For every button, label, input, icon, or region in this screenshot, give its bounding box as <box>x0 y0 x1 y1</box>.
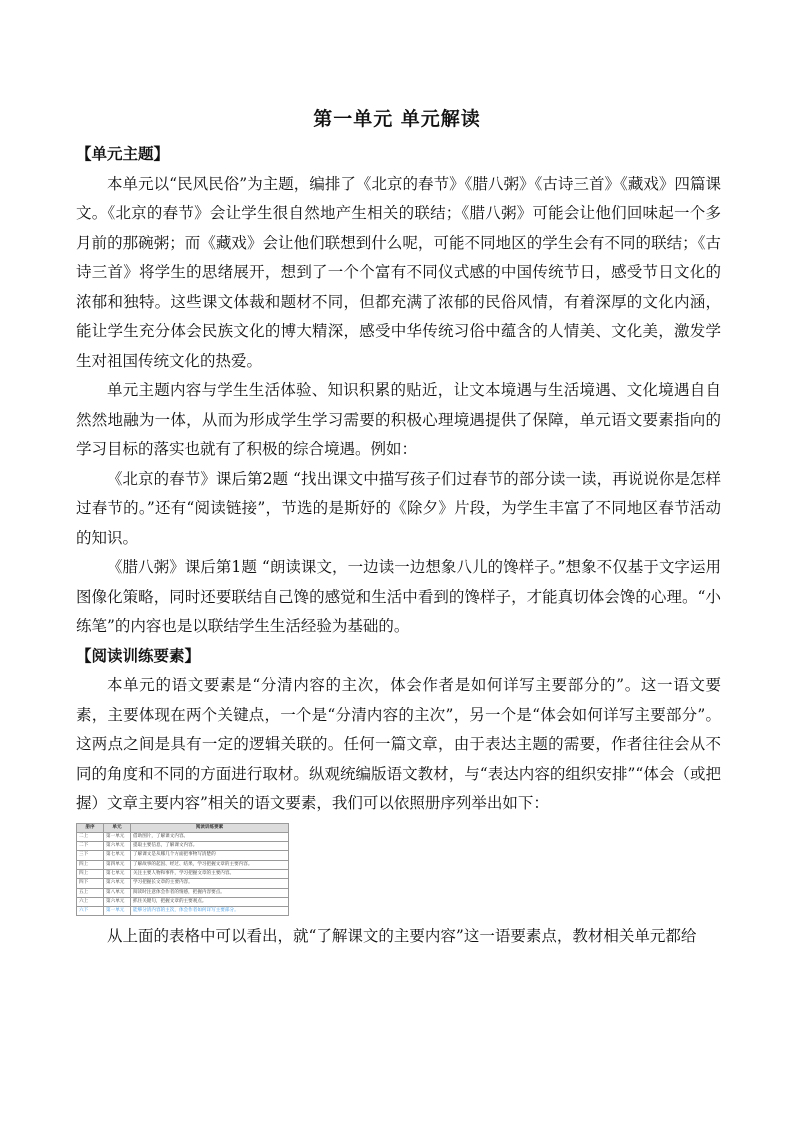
table-cell: 第七单元 <box>104 869 131 878</box>
table-header-cell: 单元 <box>104 823 131 832</box>
table-cell: 关注主要人物和事件，学习把握文章的主要内容。 <box>131 869 289 878</box>
table-row <box>77 832 289 841</box>
table-header-cell: 册序 <box>77 823 104 832</box>
table-cell: 第六单元 <box>104 897 131 906</box>
table-row <box>77 869 289 878</box>
paragraph: 本单元的语文要素是“分清内容的主次，体会作者是如何详写主要部分的”。这一语文要素，主要体现在两个关键点，一个是“分清内容的主次”，另一个是“体会如何详写主要部分”。这两点之间是具有一定的逻辑关联的。任何一篇文章，由于表达主题的需要，作者往往会从不同的角度和不同的方面进行取材。纵观统编版语文教材，与“表达内容的组织安排”“体会（或把握）文章主要内容”相关的语文要素，我们可以依照册序列举出如下： <box>76 676 721 812</box>
table-cell: 二上 <box>77 832 104 841</box>
table-row-highlighted <box>77 907 289 916</box>
table-cell: 第七单元 <box>104 851 131 860</box>
table-cell: 能够分清内容的主次，体会作者如何详写主要部分。 <box>131 907 289 916</box>
table-cell: 四上 <box>77 860 104 869</box>
table-cell: 第一单元 <box>104 832 131 841</box>
page-title: 第一单元 单元解读 <box>313 108 481 130</box>
table-cell: 抓住关键句，把握文章的主要观点。 <box>131 897 289 906</box>
table-header-cell: 阅读训练要素 <box>131 823 289 832</box>
document-body <box>76 140 721 952</box>
table-row <box>77 897 289 906</box>
paragraph: 从上面的表格中可以看出，就“了解课文的主要内容”这一语要素点，教材相关单元都给 <box>107 927 697 946</box>
paragraph: 单元主题内容与学生生活体验、知识积累的贴近，让文本境遇与生活境遇、文化境遇自自然然地融为一体，从而为形成学生学习需要的积极心理境遇提供了保障，单元语文要素指向的学习目标的落实也就有了积极的综合境遇。例如： <box>76 381 721 458</box>
table-cell: 六下 <box>77 907 104 916</box>
table-cell: 四上 <box>77 869 104 878</box>
table-row <box>77 879 289 888</box>
table-cell: 第八单元 <box>104 888 131 897</box>
table-cell: 阅读时注意体会作者的情感，把握内容要点。 <box>131 888 289 897</box>
table-cell: 了解课文是从哪几个方面把事物写清楚的 <box>131 851 289 860</box>
table-header-row <box>77 823 289 832</box>
table-cell: 第六单元 <box>104 879 131 888</box>
table-cell: 第六单元 <box>104 842 131 851</box>
paragraph: 《北京的春节》课后第2题 “找出课文中描写孩子们过春节的部分读一读，再说说你是怎样过春节的。”还有“阅读链接”，节选的是斯妤的《除夕》片段，为学生丰富了不同地区春节活动的知识。 <box>76 469 721 547</box>
table-cell: 学习把握长文章的主要内容。 <box>131 879 289 888</box>
table-cell: 三下 <box>77 851 104 860</box>
table-cell: 提取主要信息，了解课文内容。 <box>131 842 289 851</box>
section-heading-theme: 【单元主题】 <box>76 145 170 163</box>
table-cell: 第四单元 <box>104 860 131 869</box>
section-heading-reading-elements: 【阅读训练要素】 <box>76 646 201 665</box>
table-cell: 第一单元 <box>104 907 131 916</box>
table-row <box>77 842 289 851</box>
table-cell: 四下 <box>77 879 104 888</box>
table-row <box>77 888 289 897</box>
table-cell: 五上 <box>77 888 104 897</box>
table-cell: 借助图片，了解课文内容。 <box>131 832 289 841</box>
paragraph: 《腊八粥》课后第1题 “朗读课文，一边读一边想象八儿的馋样子。”想象不仅基于文字运用图像化策略，同时还要联结自己馋的感觉和生活中看到的馋样子，才能真切体会馋的心理。“小练笔”的内容也是以联结学生生活经验为基础的。 <box>76 558 721 635</box>
table-cell: 了解故事的起因、经过、结果，学习把握文章的主要内容。 <box>131 860 289 869</box>
table-row <box>77 860 289 869</box>
reading-elements-table <box>76 823 289 917</box>
table-row <box>77 851 289 860</box>
table-cell: 六上 <box>77 897 104 906</box>
paragraph: 本单元以“民风民俗”为主题，编排了《北京的春节》《腊八粥》《古诗三首》《藏戏》四篇课文。《北京的春节》会让学生很自然地产生相关的联结；《腊八粥》可能会让他们回味起一个多月前的那碗粥；而《藏戏》会让他们联想到什么呢，可能不同地区的学生会有不同的联结；《古诗三首》将学生的思绪展开，想到了一个个富有不同仪式感的中国传统节日，感受节日文化的浓郁和独特。这些课文体裁和题材不同，但都充满了浓郁的民俗风情，有着深厚的文化内涵，能让学生充分体会民族文化的博大精深，感受中华传统习俗中蕴含的人情美、文化美，激发学生对祖国传统文化的热爱。 <box>76 174 721 370</box>
table-cell: 二下 <box>77 842 104 851</box>
